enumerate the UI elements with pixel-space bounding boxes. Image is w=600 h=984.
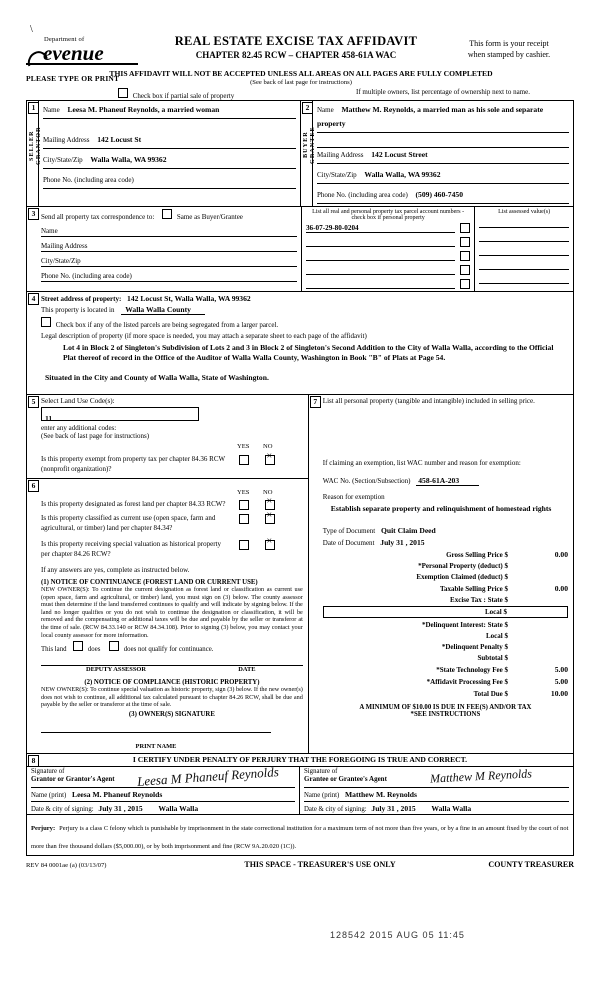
seller-name-row[interactable] [43, 103, 296, 119]
tax-row[interactable] [323, 562, 568, 570]
form-title: REAL ESTATE EXCISE TAX AFFIDAVIT [174, 34, 418, 48]
form-header [26, 30, 574, 88]
buyer-block [301, 101, 573, 206]
buyer-mailing-value: 142 Locust Street [371, 150, 428, 159]
corr-mailing-row[interactable] [41, 242, 297, 252]
assessed-value-2[interactable] [479, 231, 569, 242]
does-not-label: does not qualify for continuance. [123, 646, 214, 654]
tax-row[interactable] [323, 689, 568, 698]
grantee-name-label: Name (print) [304, 791, 340, 799]
tax-row-value: 5.00 [554, 665, 568, 674]
buyer-fields [313, 101, 573, 206]
tax-row-label: *Delinquent Interest: State $ [421, 621, 508, 629]
parcel-value-1: 36-07-29-80-0204 [306, 224, 455, 233]
grantor-sig-bold-label: Grantor or Grantor's Agent [31, 774, 115, 783]
exemption-claim-label: If claiming an exemption, list WAC number and reason for exemption: [322, 458, 521, 467]
owners-signature-line[interactable] [41, 732, 271, 733]
parcel-value-4 [306, 265, 455, 275]
tax-row-label: Subtotal $ [477, 654, 508, 662]
see-back-label: (See back of last page for instructions) [41, 432, 150, 440]
buyer-side-label: BUYER GRANTEE [302, 126, 316, 164]
reason-label: Reason for exemption [322, 493, 385, 501]
grantee-city-value: Walla Walla [431, 803, 472, 813]
segregated-row[interactable] [41, 317, 568, 329]
doc-date-label: Date of Document [322, 539, 375, 547]
located-in-label: This property is located in [41, 306, 115, 314]
tax-row[interactable] [323, 643, 568, 651]
please-type-or-print: PLEASE TYPE OR PRINT [26, 74, 120, 83]
land-use-title: Select Land Use Code(s): [41, 397, 115, 405]
grantor-name-row[interactable] [31, 790, 295, 799]
logo-department-text: Department of [44, 36, 85, 43]
partial-sale-label: Check box if partial sale of property [132, 92, 235, 100]
section-4-number: 4 [28, 293, 39, 305]
print-name-label: PRINT NAME [135, 742, 177, 750]
parcel-value-5 [306, 279, 455, 289]
exempt-yes-checkbox[interactable] [239, 455, 249, 465]
doc-date-value: July 31 , 2015 [380, 538, 425, 547]
does-qualify-checkbox[interactable] [73, 641, 83, 651]
parties-block [26, 100, 574, 207]
tax-row-label: Taxable Selling Price $ [440, 585, 508, 593]
grantee-date-row[interactable] [304, 804, 569, 813]
legal-description-text: Lot 4 in Block 2 of Singleton's Subdivision of Lots 2 and 3 in Block 2 of Singleton's Second Addition to the City of Walla Walla, according to the Official Plat thereof of record in the Office of the Auditor of Walla Walla County, Washington in Book "B" of Plats at Page 54. [63, 343, 554, 362]
tax-row[interactable] [323, 621, 568, 629]
tax-row[interactable] [323, 584, 568, 593]
buyer-mailing-label: Mailing Address [317, 151, 364, 159]
corr-citystatezip-row[interactable] [41, 257, 297, 267]
corr-name-row[interactable] [41, 227, 297, 237]
multiple-owners-note: If multiple owners, list percentage of ownership next to name. [356, 88, 530, 96]
this-land-label: This land [41, 646, 67, 654]
assessed-value-4[interactable] [479, 259, 569, 270]
receipt-line-2: when stamped by cashier. [467, 50, 551, 59]
street-address-row[interactable] [41, 294, 568, 303]
perjury-block [27, 814, 573, 855]
tax-row[interactable] [323, 573, 568, 581]
tax-row-value: 0.00 [554, 550, 568, 559]
tax-row-label: Excise Tax : State $ [450, 596, 508, 604]
tax-row-value: 5.00 [554, 677, 568, 686]
seller-mailing-label: Mailing Address [43, 136, 90, 144]
forest-land-yes-checkbox[interactable] [239, 500, 249, 510]
section-6-number: 6 [28, 480, 39, 492]
sections-5-6-7-block [26, 395, 574, 754]
street-address-label: Street address of property: [41, 295, 122, 303]
same-as-buyer-label: Same as Buyer/Grantee [176, 213, 243, 221]
seller-citystate-row[interactable] [43, 153, 296, 169]
corr-phone-row[interactable] [41, 272, 297, 282]
corner-mark: \ [30, 24, 33, 35]
tax-row-label: *State Technology Fee $ [436, 666, 508, 674]
segregated-label: Check box if any of the listed parcels are being segregated from a larger parcel. [55, 321, 279, 329]
grantor-date-value: July 31 , 2015 [98, 803, 143, 813]
send-correspondence-row[interactable] [41, 209, 297, 221]
buyer-phone-value: (509) 460-7450 [415, 190, 463, 199]
historic-no-checkbox[interactable] [265, 540, 275, 550]
section-3-number: 3 [28, 208, 39, 220]
seller-block [27, 101, 301, 206]
located-in-value: Walla Walla County [121, 305, 205, 315]
current-use-yes-checkbox[interactable] [239, 514, 249, 524]
section-3-block [26, 207, 574, 292]
grantee-date-value: July 31 , 2015 [371, 803, 416, 813]
seller-name-label: Name [43, 106, 60, 114]
parcel-value-3 [306, 251, 455, 261]
exempt-no-checkbox[interactable] [265, 455, 275, 465]
corr-name-label: Name [41, 227, 58, 235]
section-1-number: 1 [28, 102, 39, 114]
parcel-personal-checkbox-2[interactable] [460, 237, 470, 247]
parcel-personal-checkbox-4[interactable] [460, 265, 470, 275]
parcel-value-2 [306, 237, 455, 247]
doc-type-row[interactable] [323, 526, 568, 535]
assessed-value-5[interactable] [479, 273, 569, 284]
tax-row-label: Local $ [486, 632, 508, 640]
seller-side-label: SELLER GRANTOR [28, 126, 42, 166]
grantor-date-row[interactable] [31, 804, 295, 813]
doc-type-value: Quit Claim Deed [380, 526, 436, 535]
grantee-sig-label: Signature of [304, 767, 338, 775]
tax-calculation-table [323, 550, 568, 698]
buyer-citystate-value: Walla Walla, WA 99362 [364, 170, 441, 179]
tax-row-label: Local $ [485, 608, 507, 616]
treasurer-space-label: THIS SPACE - TREASURER'S USE ONLY [244, 859, 396, 869]
tax-row[interactable] [323, 654, 568, 662]
rev-number: REV 84 0001ae (a) (03/13/07) [26, 861, 107, 869]
tax-row[interactable] [323, 596, 568, 604]
grantor-date-label: Date & city of signing: [31, 805, 94, 813]
doc-type-label: Type of Document [322, 527, 376, 535]
grantor-name-value: Leesa M. Phaneuf Reynolds [72, 789, 163, 799]
wac-value: 458-61A-203 [416, 476, 479, 486]
see-instructions-note: *SEE INSTRUCTIONS [410, 711, 481, 718]
section-7-block [309, 395, 573, 753]
current-use-question: Is this property classified as current use (open space, farm and agricultural, or timber) land per chapter 84.34? [41, 514, 216, 532]
buyer-name-value: Matthew M. Reynolds, a married man as his sole and separate property [317, 105, 544, 128]
partial-sale-checkbox[interactable] [118, 88, 128, 98]
tax-row-label: Exemption Claimed (deduct) $ [416, 573, 508, 581]
signature-row [27, 764, 573, 814]
treasurer-stamp: 128542 2015 AUG 05 11:45 [330, 930, 465, 940]
legal-description-label: Legal description of property (if more space is needed, you may attach a separate sheet to each page of the affidavit) [41, 332, 367, 340]
grantee-sig-bold-label: Grantee or Grantee's Agent [304, 774, 387, 783]
current-use-no-checkbox[interactable] [265, 514, 275, 524]
seller-phone-row[interactable] [43, 173, 296, 189]
buyer-citystate-row[interactable] [317, 168, 569, 184]
same-as-buyer-checkbox[interactable] [162, 209, 172, 219]
grantee-name-row[interactable] [304, 790, 569, 799]
section-8-number: 8 [28, 755, 39, 767]
additional-codes-label: enter any additional codes: [41, 424, 117, 432]
parcel-header: List all real and personal property tax parcel account numbers - check box if personal property [312, 209, 465, 221]
section-5-no-header: NO [263, 443, 273, 450]
assessor-date-label: DATE [238, 666, 256, 674]
located-in-row[interactable] [41, 305, 568, 314]
grantor-city-value: Walla Walla [158, 803, 199, 813]
parcel-row[interactable] [306, 265, 470, 275]
partial-sale-group[interactable] [118, 88, 234, 100]
receipt-line-1: This form is your receipt [469, 39, 549, 48]
parcel-row[interactable] [306, 223, 470, 233]
form-chapter: CHAPTER 82.45 RCW – CHAPTER 458-61A WAC [195, 50, 397, 60]
seller-mailing-row[interactable] [43, 133, 296, 149]
county-treasurer-label: COUNTY TREASURER [488, 859, 574, 869]
reason-value: Establish separate property and relinquishment of homestead rights [330, 504, 552, 513]
form-warning: THIS AFFIDAVIT WILL NOT BE ACCEPTED UNLESS ALL AREAS ON ALL PAGES ARE FULLY COMPLETED [109, 69, 493, 78]
tax-row[interactable] [323, 665, 568, 674]
does-label: does [87, 646, 101, 654]
if-any-yes-note: If any answers are yes, complete as instructed below. [41, 566, 190, 574]
notice-continuance-body: NEW OWNER(S): To continue the current designation as forest land or classification as current use (open space, farm and agricultural, or timber) land, you must sign on (3) below. The county assessor must then determine if the land transferred continues to qualify and will indicate by signing below. If the land no longer qualifies or you do not wish to continue the designation or classification, it will be removed and the compensating or additional taxes will be due and payable by the seller or transferor at the time of sale. (RCW 84.33.140 or RCW 84.34.108). Prior to signing (3) below, you may contact your local county assessor for more information. [41, 586, 303, 639]
section-5-yes-header: YES [237, 443, 250, 450]
tax-row-label: Total Due $ [473, 690, 508, 698]
tax-row-value: 0.00 [554, 584, 568, 593]
receipt-note [444, 38, 574, 60]
owners-signature-title: (3) OWNER(S) SIGNATURE [128, 710, 215, 718]
situated-text: Situated in the City and County of Walla Walla, State of Washington. [45, 373, 269, 382]
tax-row-label: *Affidavit Processing Fee $ [426, 678, 508, 686]
section-6-yes-header: YES [237, 489, 250, 496]
tax-row-value: 10.00 [550, 689, 568, 698]
assessed-value-1[interactable] [479, 217, 569, 228]
corr-citystatezip-label: City/State/Zip [41, 257, 81, 265]
affidavit-form [26, 30, 574, 869]
parcel-row[interactable] [306, 279, 470, 289]
street-address-value: 142 Locust St, Walla Walla, WA 99362 [127, 294, 251, 303]
land-use-code-input[interactable] [41, 407, 199, 421]
grantor-sig-label: Signature of [31, 767, 65, 775]
assessed-values-block [475, 207, 573, 291]
buyer-name-label: Name [317, 106, 334, 114]
section-4-block [26, 292, 574, 395]
notice-continuance-title: (1) NOTICE OF CONTINUANCE (FOREST LAND OR CURRENT USE) [41, 579, 258, 586]
tax-row[interactable] [323, 550, 568, 559]
does-not-qualify-checkbox[interactable] [109, 641, 119, 651]
seller-citystate-value: Walla Walla, WA 99362 [90, 155, 167, 164]
segregated-checkbox[interactable] [41, 317, 51, 327]
historic-yes-checkbox[interactable] [239, 540, 249, 550]
deputy-assessor-label: DEPUTY ASSESSOR [86, 666, 146, 674]
tax-row-label: *Personal Property (deduct) $ [418, 562, 508, 570]
grantee-name-value: Matthew M. Reynolds [345, 789, 417, 799]
assessed-value-3[interactable] [479, 245, 569, 256]
tax-row-local-boxed[interactable] [323, 606, 568, 618]
parcel-personal-checkbox-1[interactable] [460, 223, 470, 233]
buyer-name-row[interactable] [317, 103, 569, 133]
form-title-block [156, 34, 436, 60]
forest-land-question: Is this property designated as forest land per chapter 84.33 RCW? [41, 500, 226, 508]
section-5-block [27, 395, 308, 479]
parcel-numbers-block [302, 207, 475, 291]
grantee-handwritten-signature[interactable]: Matthew M Reynolds [429, 766, 533, 786]
buyer-phone-label: Phone No. (including area code) [317, 191, 408, 199]
section-7-number: 7 [310, 396, 321, 408]
exempt-question: Is this property exempt from property tax per chapter 84.36 RCW (nonprofit organization)? [41, 455, 225, 473]
buyer-side-col [301, 101, 316, 206]
logo-revenue-text: evenue [43, 41, 104, 65]
corr-phone-label: Phone No. (including area code) [41, 272, 132, 280]
tax-row[interactable] [323, 632, 568, 640]
parcel-personal-checkbox-5[interactable] [460, 279, 470, 289]
historic-question: Is this property receiving special valuation as historical property per chapter 84.26 RCW? [41, 540, 222, 558]
form-footer [26, 860, 574, 869]
notice-compliance-title: (2) NOTICE OF COMPLIANCE (HISTORIC PROPERTY) [84, 679, 260, 687]
forest-land-no-checkbox[interactable] [265, 500, 275, 510]
tax-row[interactable] [323, 677, 568, 686]
form-instructions-note: (See back of last page for instructions) [250, 79, 352, 86]
perjury-text: Perjury is a class C felony which is punishable by imprisonment in the state correctional institution for a maximum term of not more than five years, or by a fine in an amount fixed by the court of not more than five thousand dollars ($5,000.00), or by both imprisonment and fine (RCW 9A.20.020 (1C)). [31, 824, 569, 850]
wac-row[interactable] [323, 476, 568, 485]
section-6-block [27, 479, 308, 753]
doc-date-row[interactable] [323, 538, 568, 547]
tax-row-label: Gross Selling Price $ [446, 551, 508, 559]
grantee-signature-block [300, 767, 573, 814]
buyer-mailing-row[interactable] [317, 148, 569, 164]
grantor-name-label: Name (print) [31, 791, 67, 799]
top-checkbox-row [26, 88, 574, 100]
parcel-row[interactable] [306, 237, 470, 247]
section-6-no-header: NO [263, 489, 273, 496]
land-use-code-value: 11 [45, 414, 53, 423]
seller-citystate-label: City/State/Zip [43, 156, 83, 164]
section-5-number: 5 [28, 396, 39, 408]
assessed-header: List assessed value(s) [498, 209, 551, 215]
certify-statement: I CERTIFY UNDER PENALTY OF PERJURY THAT THE FOREGOING IS TRUE AND CORRECT. [27, 754, 573, 767]
personal-property-label: List all personal property (tangible and intangible) included in selling price. [322, 397, 535, 405]
parcel-row[interactable] [306, 251, 470, 261]
grantor-handwritten-signature[interactable]: Leesa M Phaneuf Reynolds [136, 764, 280, 789]
wac-label: WAC No. (Section/Subsection) [322, 477, 411, 485]
corr-mailing-label: Mailing Address [41, 242, 88, 250]
parcel-list [306, 223, 470, 289]
section-2-number: 2 [302, 102, 313, 114]
dor-logo [26, 36, 146, 65]
left-column [27, 395, 309, 753]
notice-compliance-body: NEW OWNER(S): To continue special valuation as historic property, sign (3) below. If the new owner(s) does not wish to continue, all additional tax calculated pursuant to chapter 84.26 RCW, shall be due and payable by the seller or transferor at the time of sale. [41, 686, 303, 709]
send-correspondence-label: Send all property tax correspondence to: [41, 213, 155, 221]
seller-name-value: Leesa M. Phaneuf Reynolds, a married woman [67, 105, 220, 114]
continuance-qualify-row[interactable] [41, 641, 303, 653]
tax-row-label: *Delinquent Penalty $ [441, 643, 508, 651]
buyer-citystate-label: City/State/Zip [317, 171, 357, 179]
perjury-label: Perjury: [31, 824, 56, 832]
buyer-phone-row[interactable] [317, 188, 569, 204]
correspondence-block [27, 207, 302, 291]
seller-mailing-value: 142 Locust St [97, 135, 142, 144]
seller-side-col [27, 101, 42, 206]
grantee-date-label: Date & city of signing: [304, 805, 367, 813]
minimum-due-note: A MINIMUM OF $10.00 IS DUE IN FEE(S) AND/OR TAX [359, 704, 532, 711]
seller-phone-label: Phone No. (including area code) [43, 176, 134, 184]
grantor-signature-block [27, 764, 300, 814]
parcel-personal-checkbox-3[interactable] [460, 251, 470, 261]
seller-fields [39, 101, 300, 206]
section-8-block [26, 754, 574, 856]
